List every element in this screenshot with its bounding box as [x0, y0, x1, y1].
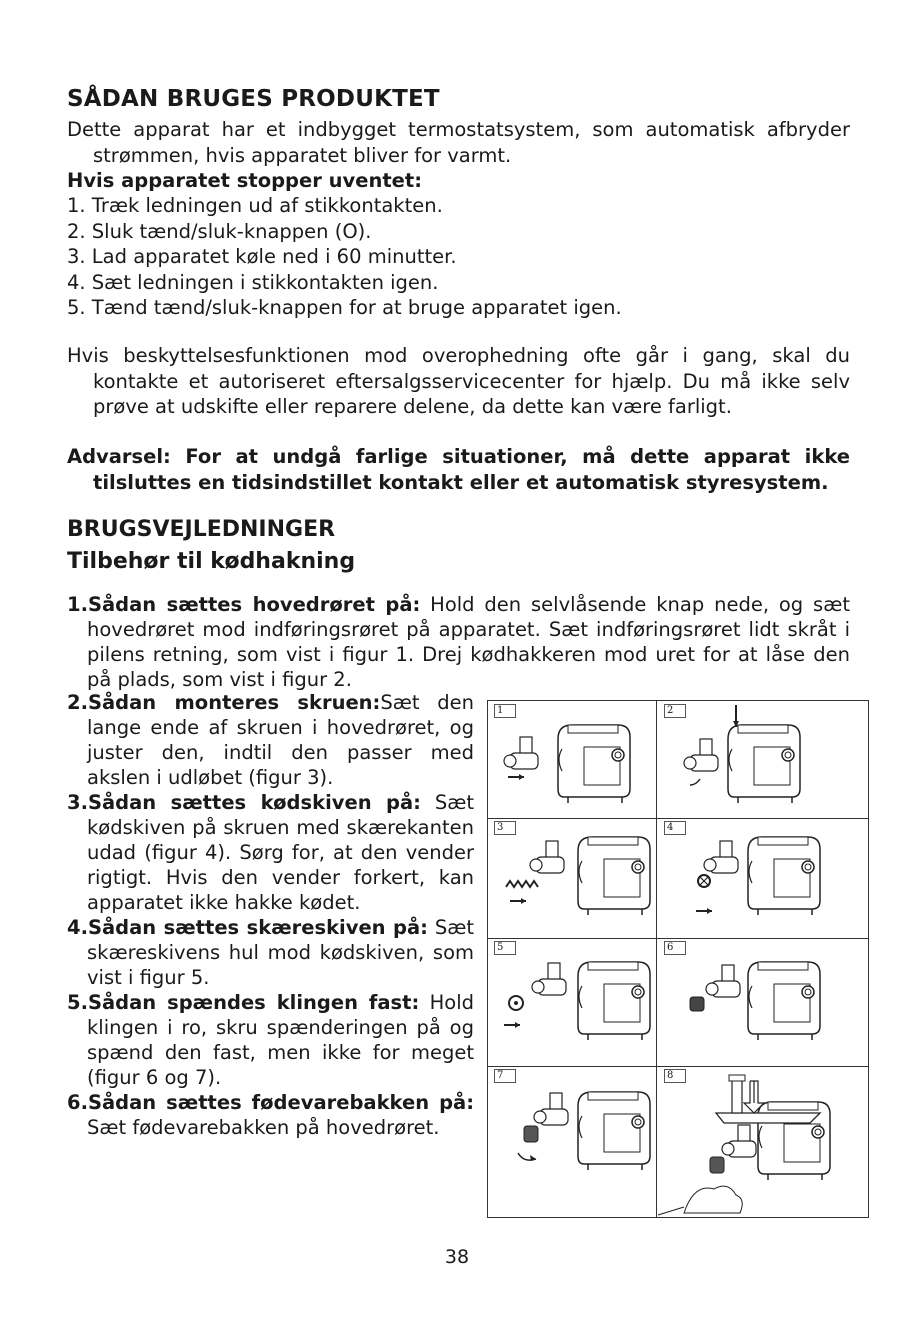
restart-step: 5. Tænd tænd/sluk-knappen for at bruge apparatet igen.	[67, 296, 622, 319]
steps-2-6	[67, 690, 474, 1140]
warning-paragraph	[67, 444, 850, 495]
figure-number: 5	[494, 941, 516, 955]
figure-6-illustration	[690, 962, 820, 1040]
intro-paragraph	[67, 117, 850, 168]
figure-number: 2	[664, 704, 686, 718]
warning-text: Advarsel: For at undgå farlige situationer, må dette apparat ikke tilsluttes en tidsindstillet kontakt eller et automatisk styresystem.	[67, 445, 850, 494]
figure-number: 4	[664, 821, 686, 835]
step-5-text: Hold klingen i ro, skru spænderingen på og spænd den fast, men ikke for meget (figur 6 og 7).	[87, 991, 475, 1089]
step-2-text: Sæt den lange ende af skruen i hovedrøret, og juster den, indtil den passer med akslen i udløbet (figur 3).	[87, 691, 474, 789]
restart-step: 3. Lad apparatet køle ned i 60 minutter.	[67, 245, 457, 268]
step-4-lead: 4.Sådan sættes skæreskiven på:	[67, 916, 428, 939]
step-5-lead: 5.Sådan spændes klingen fast:	[67, 991, 420, 1014]
figure-number: 1	[494, 704, 516, 718]
step-2-lead: 2.Sådan monteres skruen:	[67, 691, 381, 714]
figure-number: 3	[494, 821, 516, 835]
step-3	[67, 790, 474, 915]
restart-steps-list	[67, 193, 850, 321]
figure-number: 6	[664, 941, 686, 955]
figure-4-illustration	[696, 837, 820, 915]
step-6-lead: 6.Sådan sættes fødevarebakken på:	[67, 1091, 474, 1114]
step-3-lead: 3.Sådan sættes kødskiven på:	[67, 791, 421, 814]
figure-7-illustration	[518, 1092, 650, 1170]
figure-3-illustration	[506, 837, 650, 915]
mincer-illustrations	[488, 701, 868, 1217]
step-3-text: Sæt kødskiven på skruen med skærekanten udad (figur 4). Sørg for, at den vender rigtigt. Hvis den vender forkert, kan apparatet ikke hakke kødet.	[87, 791, 474, 914]
section-title-usage: SÅDAN BRUGES PRODUKTET	[67, 86, 440, 112]
page-number: 38	[444, 1246, 470, 1268]
section-title-instructions: BRUGSVEJLEDNINGER	[67, 517, 336, 542]
step-6-text: Sæt fødevarebakken på hovedrøret.	[87, 1116, 440, 1139]
step-5	[67, 990, 474, 1090]
figure-8-illustration	[658, 1075, 830, 1215]
figure-1-illustration	[504, 725, 630, 803]
unexpected-stop-heading: Hvis apparatet stopper uventet:	[67, 169, 423, 192]
intro-text: Dette apparat har et indbygget termostatsystem, som automatisk afbryder strømmen, hvis apparatet bliver for varmt.	[67, 118, 850, 167]
restart-step: 1. Træk ledningen ud af stikkontakten.	[67, 194, 443, 217]
overheat-note-text: Hvis beskyttelsesfunktionen mod overophedning ofte går i gang, skal du kontakte et autoriseret eftersalgsservicecenter for hjælp. Du må ikke selv prøve at udskifte eller reparere delene, da dette kan være farligt.	[67, 344, 850, 418]
figure-number: 7	[494, 1069, 516, 1083]
restart-step: 2. Sluk tænd/sluk-knappen (O).	[67, 219, 372, 243]
subsection-title-mincer: Tilbehør til kødhakning	[67, 549, 356, 574]
overheat-note	[67, 343, 850, 420]
step-1-text: Hold den selvlåsende knap nede, og sæt hovedrøret mod indføringsrøret på apparatet. Sæt indføringsrøret lidt skråt i pilens retning, som vist i figur 1. Drej kødhakkeren mod uret for at låse den på plads, som vist i figur 2.	[87, 593, 850, 691]
step-4-text: Sæt skæreskivens hul mod kødskiven, som vist i figur 5.	[87, 916, 475, 989]
restart-step: 4. Sæt ledningen i stikkontakten igen.	[67, 270, 439, 294]
figure-2-illustration	[684, 705, 800, 803]
assembly-figures	[487, 700, 869, 1218]
figure-number: 8	[664, 1069, 686, 1083]
step-4	[67, 915, 474, 990]
step-1-lead: 1.Sådan sættes hovedrøret på:	[67, 593, 421, 616]
figure-5-illustration	[504, 962, 650, 1040]
step-1	[67, 592, 850, 692]
step-2	[67, 690, 474, 790]
step-6	[67, 1090, 474, 1140]
